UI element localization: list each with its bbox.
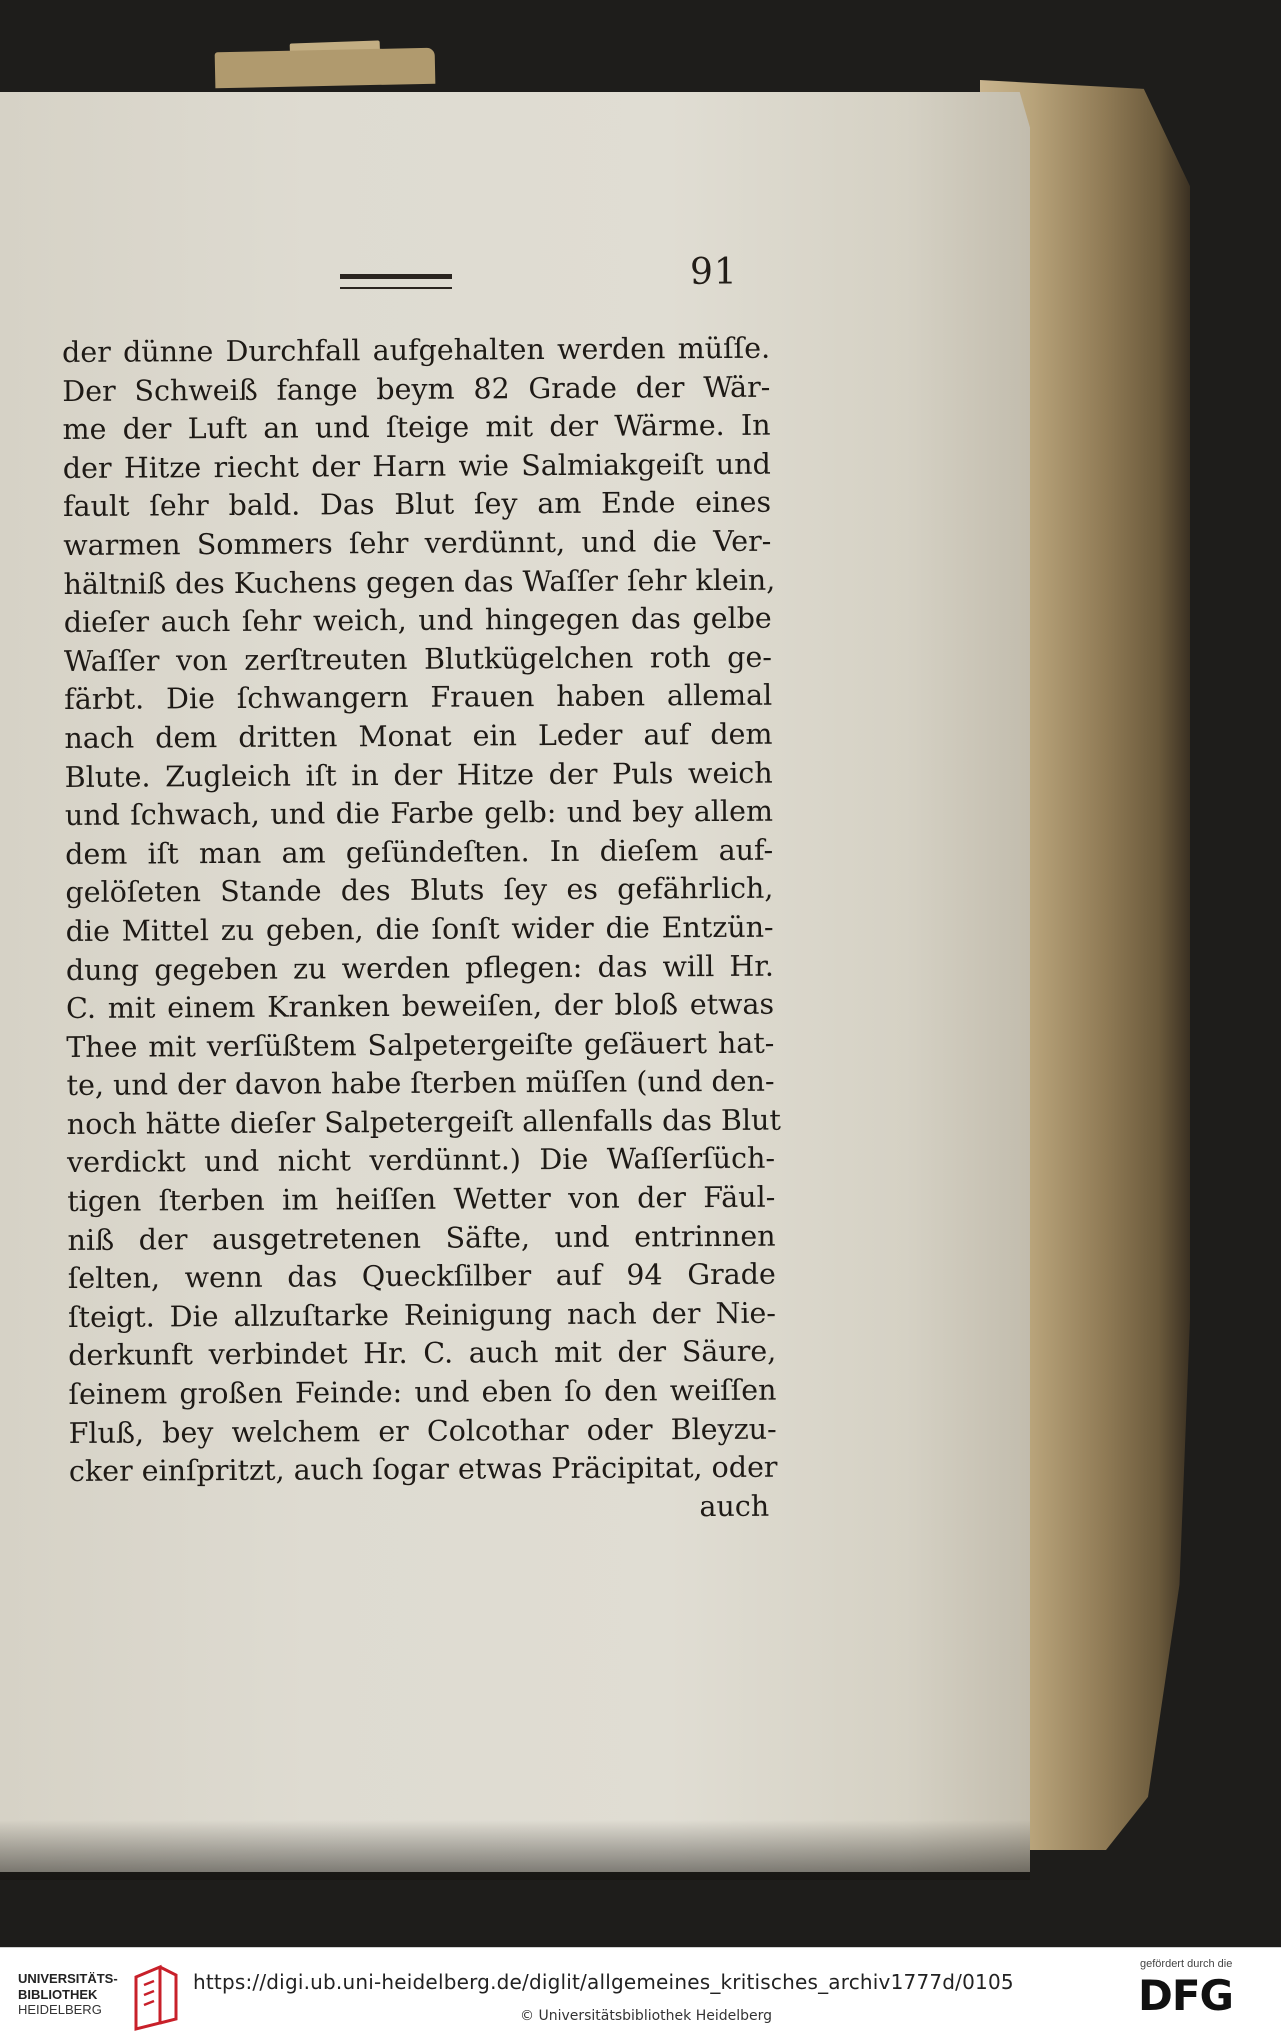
page-shadow bbox=[0, 1820, 1030, 1880]
catchword: auch bbox=[699, 1489, 770, 1523]
text-line: die Mittel zu geben, die ſonſt wider die Entzün- bbox=[65, 910, 774, 948]
text-line: Fluß, bey welchem er Colcothar oder Bleyzu- bbox=[68, 1412, 777, 1450]
text-line: gelöſeten Stande des Bluts ſey es gefährlich, bbox=[65, 871, 774, 910]
text-line: der dünne Durchfall aufgehalten werden müſſe. bbox=[62, 331, 771, 369]
text-line: niß der ausgetretenen Säfte, und entrinnen bbox=[67, 1219, 776, 1257]
text-line: ſeinem großen Feinde: und eben ſo den weiſſen bbox=[68, 1373, 777, 1412]
text-line: und ſchwach, und die Farbe gelb: und bey allem bbox=[64, 794, 774, 833]
logo-line-3: HEIDELBERG bbox=[18, 2002, 102, 2017]
viewer-footer bbox=[0, 1947, 1281, 2039]
text-line: ſteigt. Die allzuſtarke Reinigung nach der Nie- bbox=[67, 1296, 777, 1334]
text-line: te, und der davon habe ſterben müſſen (und den- bbox=[66, 1064, 775, 1103]
text-line: cker einſpritzt, auch ſogar etwas Präcipitat, oder bbox=[68, 1450, 778, 1489]
logo-line-1: UNIVERSITÄTS- bbox=[18, 1971, 118, 1986]
text-line: derkunft verbindet Hr. C. auch mit der Säure, bbox=[68, 1335, 777, 1373]
text-line: fault ſehr bald. Das Blut ſey am Ende eines bbox=[62, 486, 772, 524]
text-line: warmen Sommers ſehr verdünnt, und die Ver- bbox=[63, 524, 772, 562]
text-line: verdickt und nicht verdünnt.) Die Waſſerſüch- bbox=[66, 1142, 776, 1180]
library-logo-text bbox=[18, 1971, 118, 2018]
text-line: me der Luft an und ſteige mit der Wärme. In bbox=[62, 408, 771, 447]
text-line: hältniß des Kuchens gegen das Waſſer ſehr klein, bbox=[63, 563, 776, 601]
book-cover-edge bbox=[215, 48, 436, 89]
logo-line-2: BIBLIOTHEK bbox=[18, 1986, 98, 2002]
text-line: nach dem dritten Monat ein Leder auf dem bbox=[64, 717, 773, 755]
library-emblem-icon bbox=[130, 1963, 182, 2031]
text-line: noch hätte dieſer Salpetergeiſt allenfalls das Blut bbox=[66, 1103, 781, 1141]
library-logo[interactable] bbox=[18, 1963, 178, 2025]
copyright-notice: © Universitätsbibliothek Heidelberg bbox=[520, 2008, 773, 2024]
text-line: C. mit einem Kranken beweiſen, der bloß etwas bbox=[66, 987, 775, 1026]
dfg-caption: gefördert durch die bbox=[1140, 1958, 1233, 1970]
text-line: dung gegeben zu werden pflegen: das will Hr. bbox=[65, 949, 774, 987]
header-rule bbox=[340, 274, 452, 289]
text-line: der Hitze riecht der Harn wie Salmiakgeiſt und bbox=[62, 447, 771, 485]
text-line: Waſſer von zerſtreuten Blutkügelchen roth ge- bbox=[63, 640, 773, 678]
text-line: Thee mit verſüßtem Salpetergeiſte geſäuert hat- bbox=[66, 1026, 775, 1064]
text-line: ſelten, wenn das Queckſilber auf 94 Grade bbox=[67, 1257, 776, 1296]
text-line: Der Schweiß fange beym 82 Grade der Wär- bbox=[62, 370, 771, 408]
dfg-logo[interactable]: DFG bbox=[1138, 1971, 1234, 2020]
body-text bbox=[62, 330, 781, 1531]
text-line: tigen ſterben im heiſſen Wetter von der Fäul- bbox=[67, 1180, 776, 1219]
page-number: 91 bbox=[690, 252, 738, 293]
text-line: Blute. Zugleich iſt in der Hitze der Puls weich bbox=[64, 756, 773, 794]
text-line: dieſer auch ſehr weich, und hingegen das gelbe bbox=[63, 601, 772, 640]
text-line: färbt. Die ſchwangern Frauen haben allemal bbox=[64, 679, 773, 717]
text-line: dem iſt man am geſündeſten. In dieſem auf- bbox=[65, 833, 774, 871]
permalink-url[interactable]: https://digi.ub.uni-heidelberg.de/diglit/allgemeines_kritisches_archiv1777d/0105 bbox=[193, 1970, 1014, 1994]
